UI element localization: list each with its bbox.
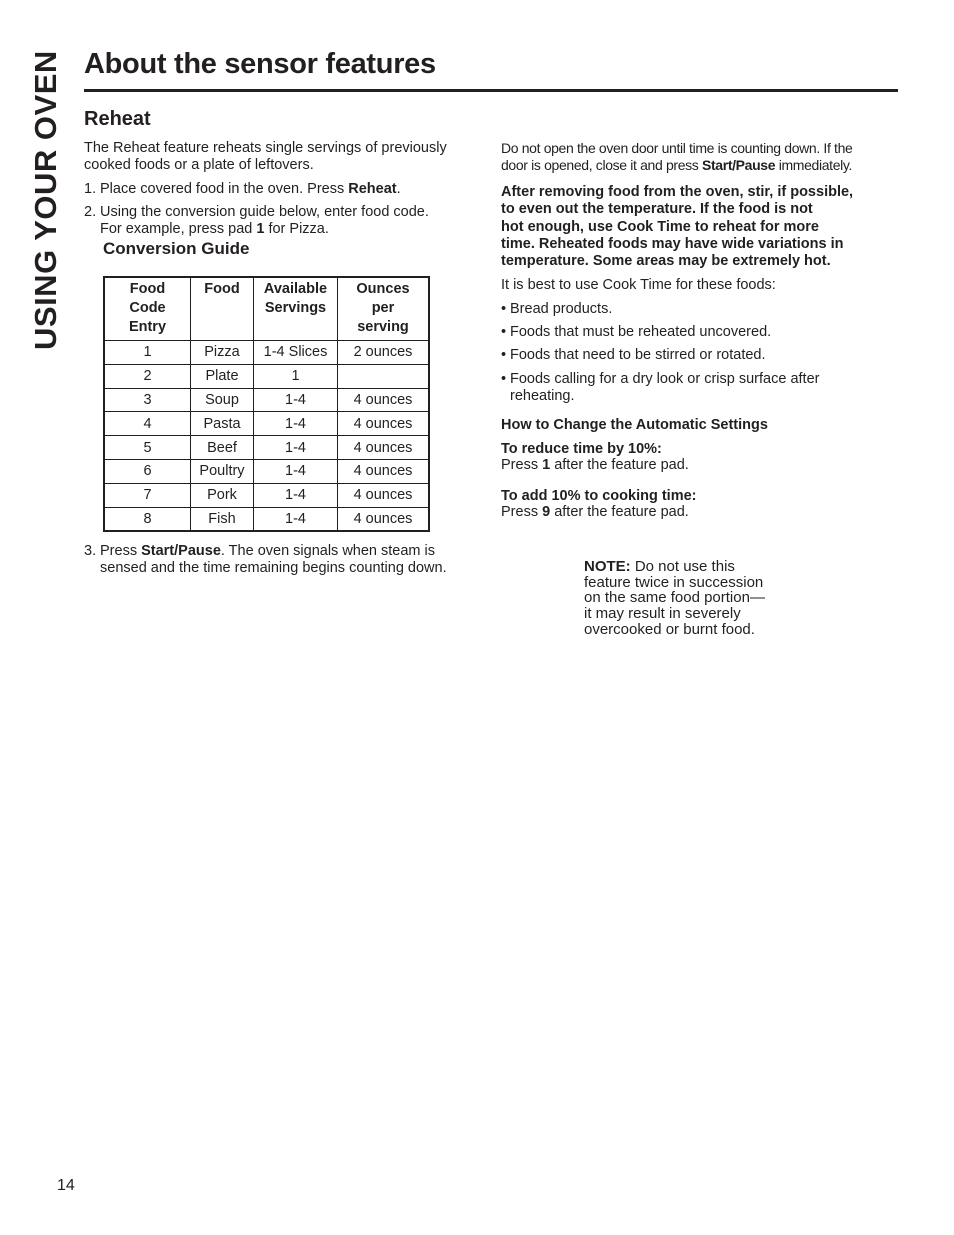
cell-code: 1 — [104, 341, 191, 365]
section-heading-reheat: Reheat — [84, 108, 151, 130]
table-row — [104, 364, 429, 388]
reheat-warning: After removing food from the oven, stir, if possible, to even out the temperature. If the food is not hot enough, use Cook Time to reheat for more time. Reheated foods may have wide variations in temperature. Some areas may be extremely hot. — [501, 184, 854, 270]
cell-code: 3 — [104, 388, 191, 412]
cell-food: Pasta — [191, 412, 254, 436]
cell-food: Poultry — [191, 459, 254, 483]
cell-servings: 1-4 — [254, 436, 338, 460]
cell-servings: 1-4 — [254, 483, 338, 507]
conversion-guide-heading: Conversion Guide — [103, 239, 250, 258]
cell-servings: 1-4 — [254, 459, 338, 483]
cook-time-intro: It is best to use Cook Time for these foods: — [501, 277, 776, 293]
step-2 — [84, 204, 484, 240]
intro-text: The Reheat feature reheats single servings of previously cooked foods or a plate of leftovers. — [84, 140, 447, 173]
col-header-ounces: Ounces per serving — [338, 277, 430, 341]
table-row — [104, 507, 429, 531]
intro-paragraph — [84, 140, 484, 174]
cell-servings: 1-4 — [254, 388, 338, 412]
cell-ounces: 2 ounces — [338, 341, 430, 365]
cell-food: Pizza — [191, 341, 254, 365]
add-time-text: Press 9 after the feature pad. — [501, 504, 689, 520]
col-header-food: Food — [191, 277, 254, 341]
cell-ounces: 4 ounces — [338, 507, 430, 531]
list-item: • Foods that need to be stirred or rotated. — [501, 347, 766, 363]
side-tab-label: USING YOUR OVEN — [28, 50, 63, 350]
conversion-guide-table — [103, 276, 430, 532]
cell-ounces: 4 ounces — [338, 436, 430, 460]
step-3-number: 3. — [84, 543, 97, 559]
list-item: • Foods calling for a dry look or crisp surface after reheating. — [501, 371, 820, 404]
reduce-time-text: Press 1 after the feature pad. — [501, 457, 689, 473]
table-row — [104, 459, 429, 483]
cell-servings: 1-4 Slices — [254, 341, 338, 365]
step-2-text: Using the conversion guide below, enter food code. For example, press pad 1 for Pizza. — [100, 204, 429, 237]
cell-code: 6 — [104, 459, 191, 483]
bullet-icon: • — [501, 301, 507, 317]
table-row — [104, 412, 429, 436]
cell-food: Fish — [191, 507, 254, 531]
cell-food: Plate — [191, 364, 254, 388]
add-time-heading: To add 10% to cooking time: — [501, 488, 697, 504]
step-1-number: 1. — [84, 181, 97, 197]
cell-servings: 1-4 — [254, 412, 338, 436]
table-row — [104, 341, 429, 365]
cell-ounces: 4 ounces — [338, 459, 430, 483]
note-box: NOTE: Do not use this feature twice in succession on the same food portion— it may result in severely overcooked or burnt food. — [584, 558, 765, 638]
side-tab — [26, 52, 66, 352]
title-divider — [84, 89, 898, 92]
cell-food: Soup — [191, 388, 254, 412]
cell-servings: 1-4 — [254, 507, 338, 531]
table-row — [104, 388, 429, 412]
cell-food: Pork — [191, 483, 254, 507]
cell-ounces: 4 ounces — [338, 412, 430, 436]
cell-ounces: 4 ounces — [338, 483, 430, 507]
cell-ounces: 4 ounces — [338, 388, 430, 412]
step-3-text: Press Start/Pause. The oven signals when steam is sensed and the time remaining begins counting down. — [100, 543, 447, 576]
cell-code: 8 — [104, 507, 191, 531]
door-note: Do not open the oven door until time is counting down. If the door is opened, close it and press Start/Pause immediately. — [501, 140, 853, 173]
step-1-text: Place covered food in the oven. Press Reheat. — [100, 181, 401, 197]
cell-code: 2 — [104, 364, 191, 388]
auto-settings-heading: How to Change the Automatic Settings — [501, 417, 768, 433]
step-2-number: 2. — [84, 204, 97, 220]
col-header-food-code: Food Code Entry — [104, 277, 191, 341]
cell-ounces — [338, 364, 430, 388]
cell-code: 4 — [104, 412, 191, 436]
cell-food: Beef — [191, 436, 254, 460]
list-item: • Foods that must be reheated uncovered. — [501, 324, 772, 340]
page-number: 14 — [57, 1177, 75, 1194]
cell-servings: 1 — [254, 364, 338, 388]
table-row — [104, 483, 429, 507]
page-title: About the sensor features — [84, 48, 436, 80]
reduce-time-heading: To reduce time by 10%: — [501, 441, 662, 457]
step-3 — [84, 543, 494, 579]
table-row — [104, 436, 429, 460]
table-header-row — [104, 277, 429, 341]
bullet-icon: • — [501, 324, 507, 340]
cell-code: 7 — [104, 483, 191, 507]
note-label: NOTE: — [584, 558, 631, 575]
cell-code: 5 — [104, 436, 191, 460]
step-1 — [84, 181, 484, 201]
bullet-icon: • — [501, 371, 507, 387]
list-item: • Bread products. — [501, 301, 613, 317]
col-header-servings: Available Servings — [254, 277, 338, 341]
bullet-icon: • — [501, 347, 507, 363]
